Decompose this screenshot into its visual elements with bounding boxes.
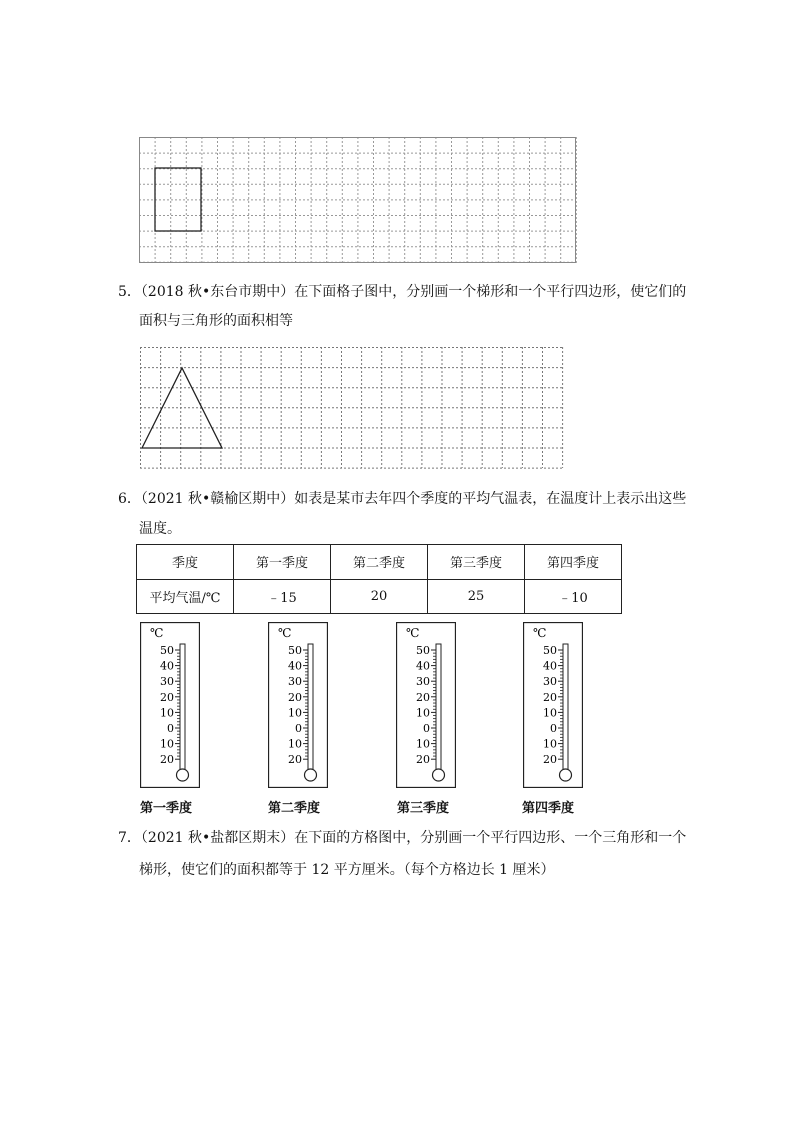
thermometer-tick-label: 20 [416,753,430,767]
thermometer-tick-label: 30 [543,675,557,689]
thermometer-tick-label: 20 [288,690,302,704]
thermometer-bulb [560,769,572,781]
rectangle-shape [155,168,201,231]
thermometer-bulb [433,769,445,781]
table-row [137,579,622,614]
thermometer-tick-label: 50 [288,644,302,657]
thermometer-tick-label: 50 [416,644,430,657]
thermometer-tick-label: 20 [543,753,557,767]
thermometer-tick-label: 50 [543,644,557,657]
thermometer-tick-label: 10 [416,737,430,751]
thermometer-tick-label: 40 [543,659,557,673]
thermometer-caption: 第一季度 [140,801,193,816]
thermometer-tube [308,644,313,770]
thermometer-tick-label: 20 [160,753,174,767]
thermometer-drawing [268,622,328,788]
thermometer-tick-label: 10 [160,706,174,720]
thermometer-bulb [177,769,189,781]
thermometer-tick-label: 10 [160,737,174,751]
thermometer-tick-label: 20 [416,690,430,704]
table-header-cell: 第三季度 [428,545,525,580]
question-6-line1: 6．（2021 秋•赣榆区期中）如表是某市去年四个季度的平均气温表，在温度计上表示出这些 [118,491,687,507]
thermometer-caption: 第四季度 [522,801,575,816]
thermometer-tube [563,644,568,770]
table-cell: 25 [428,579,525,614]
table-cell: 20 [331,579,428,614]
thermometer-tick-label: 10 [288,737,302,751]
thermometer-unit: ℃ [278,626,292,640]
thermometer-tick-label: 10 [543,737,557,751]
thermometer-tick-label: 30 [288,675,302,689]
thermometer-caption: 第二季度 [268,801,321,816]
question-7-line1: 7．（2021 秋•盐都区期末）在下面的方格图中，分别画一个平行四边形、一个三角形和一个 [118,830,687,846]
table-header-cell: 第一季度 [234,545,331,580]
thermometer-q2[interactable] [268,622,328,788]
thermometer-tick-label: 40 [160,659,174,673]
thermometer-tick-label: 20 [160,690,174,704]
question-5-line1: 5．（2018 秋•东台市期中）在下面格子图中，分别画一个梯形和一个平行四边形，使它们的 [118,284,687,300]
thermometer-q3[interactable] [396,622,456,788]
thermometer-tick-label: 30 [416,675,430,689]
thermometer-tick-label: 40 [416,659,430,673]
thermometer-tick-label: 20 [543,690,557,704]
thermometer-tick-label: 10 [288,706,302,720]
table-cell: ﹣15 [234,579,331,614]
thermometer-tube [436,644,441,770]
thermometer-drawing [396,622,456,788]
question-5-line2: 面积与三角形的面积相等 [139,313,293,329]
question-7-line2: 梯形，使它们的面积都等于 12 平方厘米。（每个方格边长 1 厘米） [139,862,555,878]
thermometer-drawing [140,622,200,788]
thermometer-unit: ℃ [406,626,420,640]
table-header-cell: 季度 [137,545,234,580]
thermometer-tick-label: 0 [550,722,557,735]
table-header-cell: 第四季度 [525,545,622,580]
thermometer-tick-label: 30 [160,675,174,689]
thermometer-tick-label: 0 [423,722,430,735]
thermometer-q1[interactable] [140,622,200,788]
thermometer-tick-label: 40 [288,659,302,673]
thermometer-drawing [523,622,583,788]
thermometer-tick-label: 50 [160,644,174,657]
temperature-table [136,544,622,614]
thermometer-tick-label: 20 [288,753,302,767]
triangle-grid-figure [140,347,564,470]
table-cell: ﹣10 [525,579,622,614]
table-row-label: 平均气温/℃ [137,579,234,614]
thermometer-unit: ℃ [533,626,547,640]
thermometer-tick-label: 10 [543,706,557,720]
rectangle-grid-figure [139,137,577,264]
table-header-row [137,545,622,580]
thermometer-unit: ℃ [150,626,164,640]
thermometer-tube [180,644,185,770]
thermometer-tick-label: 0 [295,722,302,735]
thermometer-bulb [305,769,317,781]
thermometer-caption: 第三季度 [397,801,450,816]
thermometer-q4[interactable] [523,622,583,788]
table-header-cell: 第二季度 [331,545,428,580]
question-6-line2: 温度。 [139,521,181,537]
thermometer-tick-label: 0 [167,722,174,735]
thermometer-tick-label: 10 [416,706,430,720]
